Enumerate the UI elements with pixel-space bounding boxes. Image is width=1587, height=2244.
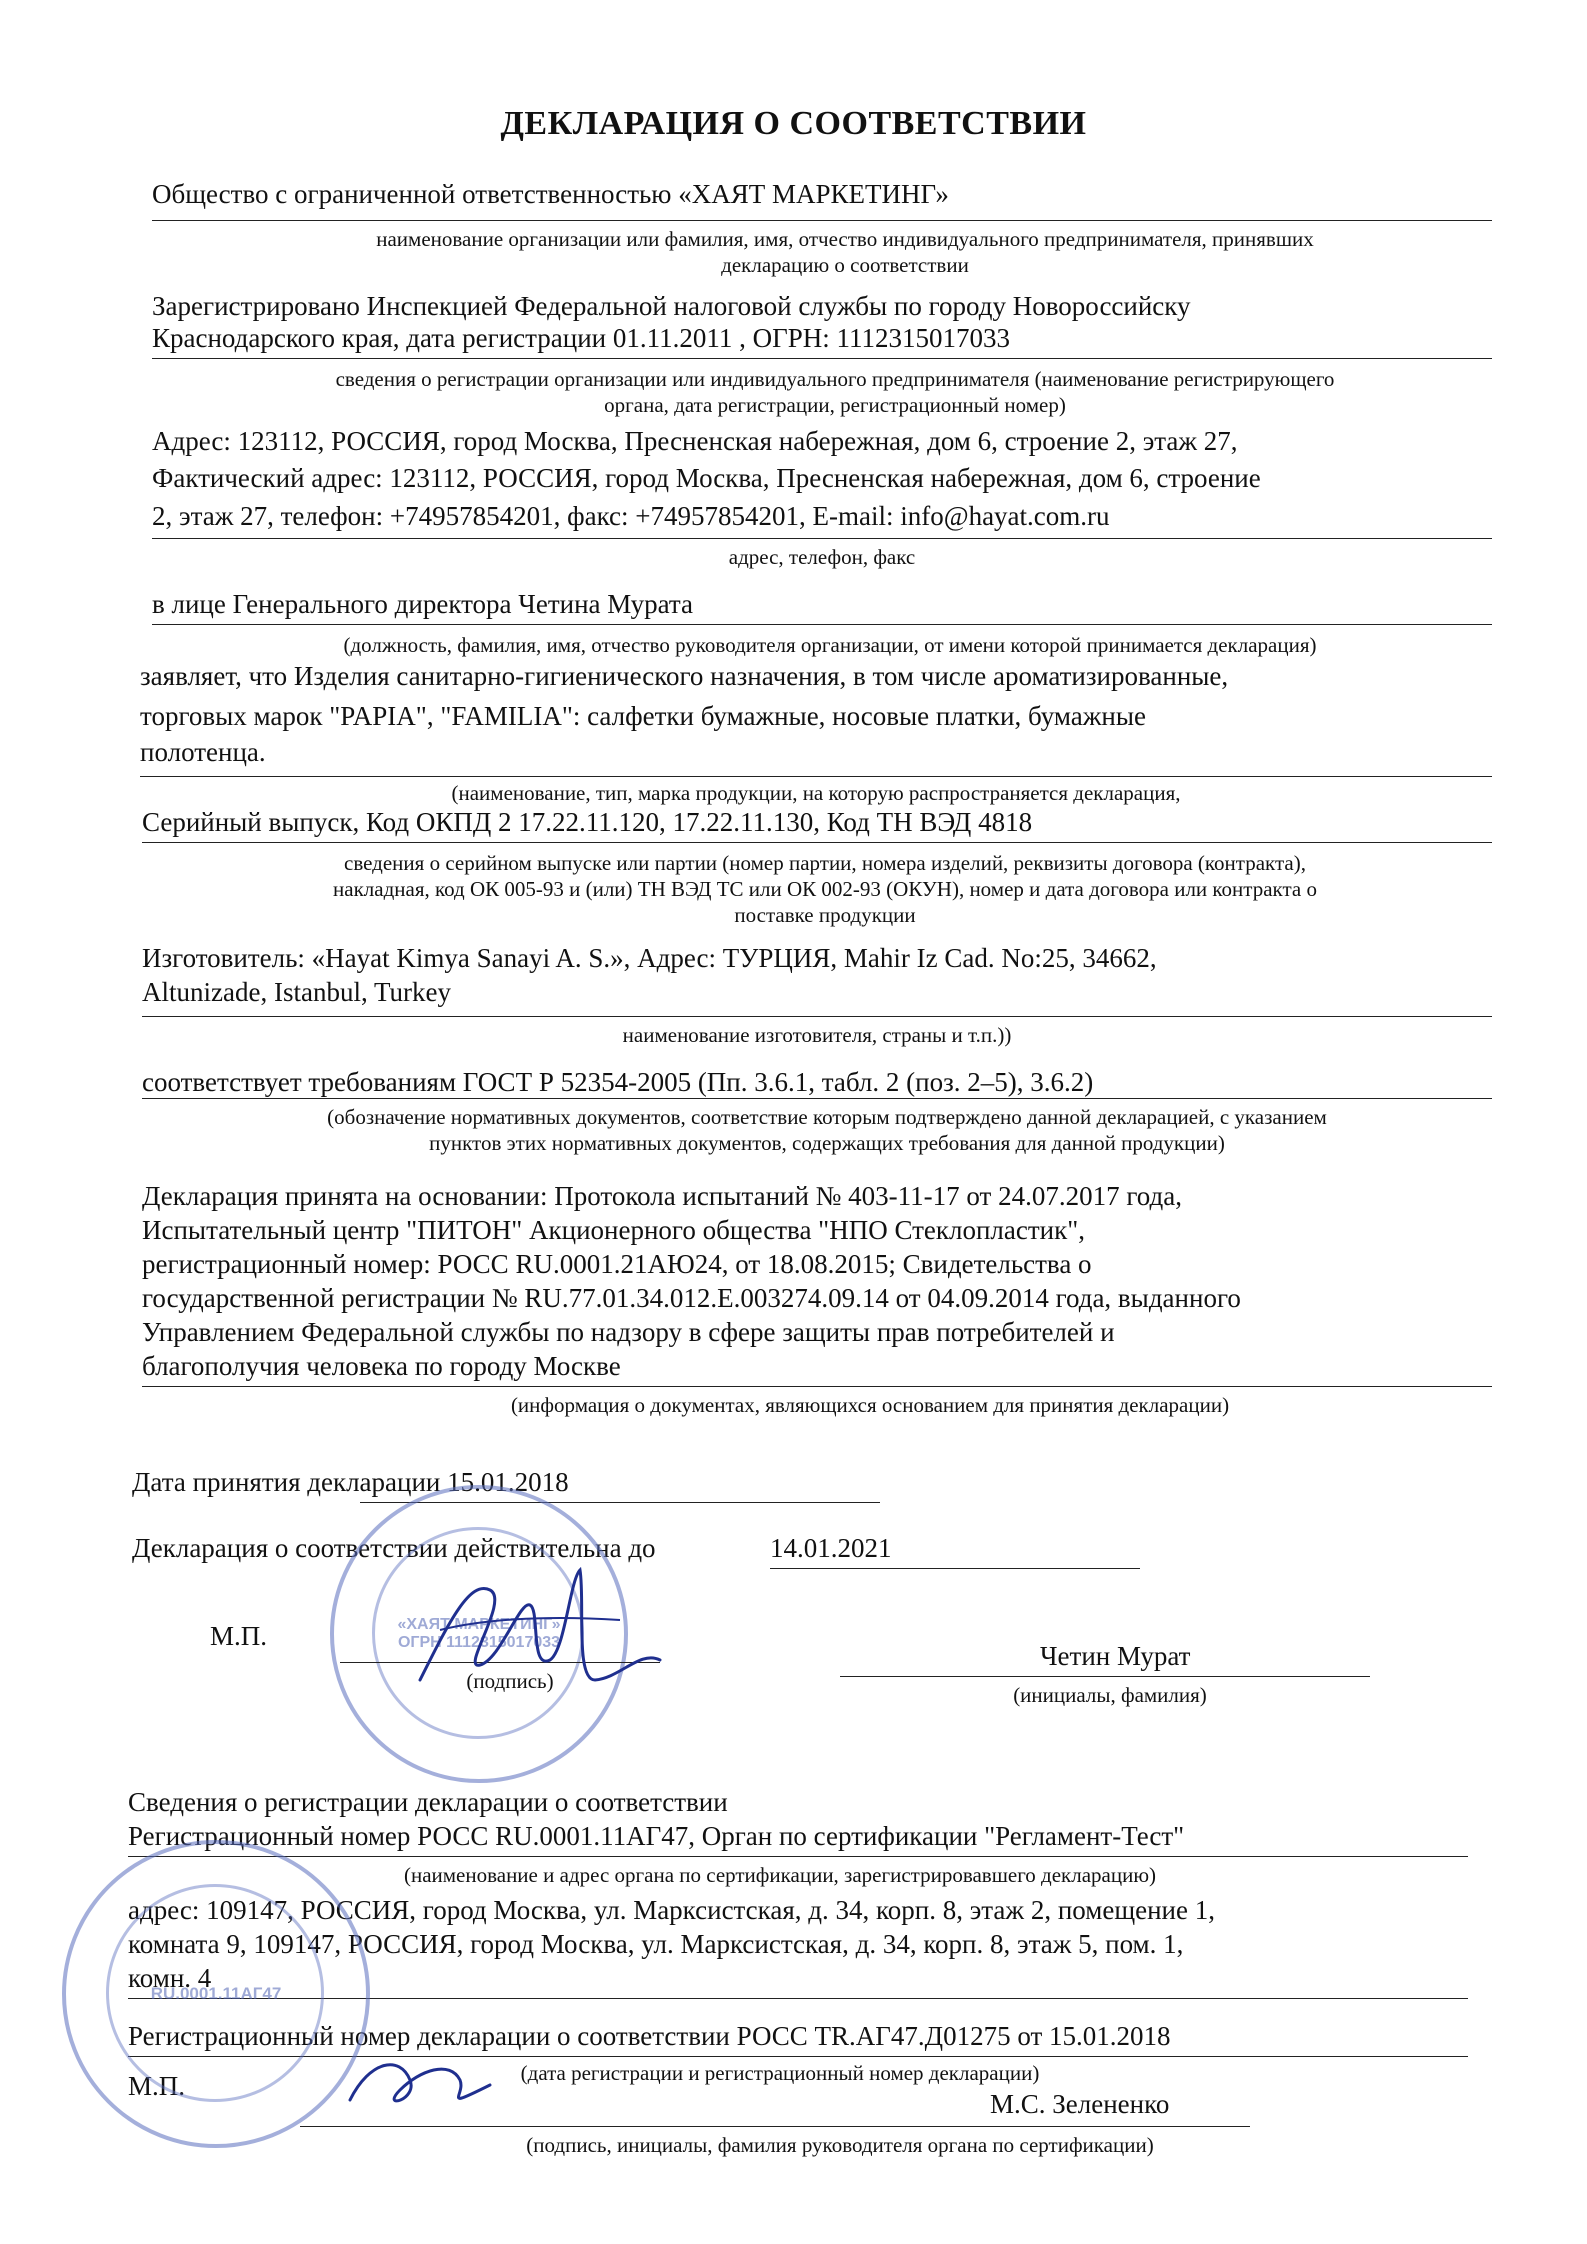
standard-caption-2: пунктов этих нормативных документов, содержащих требования для данной продукции) [429,1131,1225,1155]
manufacturer-line-2: Altunizade, Istanbul, Turkey [142,977,451,1007]
rule-basis [142,1386,1492,1387]
org-caption-1: наименование организации или фамилия, имя, отчество индивидуального предпринимателя, принявших [376,227,1314,251]
manufacturer-line-1: Изготовитель: «Hayat Kimya Sanayi A. S.», Адрес: ТУРЦИЯ, Mahir Iz Cad. No:25, 34662, [142,943,1157,973]
product-caption: (наименование, тип, марка продукции, на которую распространяется декларация, [451,781,1181,805]
org-caption-2: декларацию о соответствии [721,253,969,277]
serial-caption-3: поставке продукции [734,903,916,927]
date-accepted: Дата принятия декларации 15.01.2018 [132,1467,569,1497]
product-line-2: торговых марок "PAPIA", "FAMILIA": салфетки бумажные, носовые платки, бумажные [140,701,1146,731]
cert-heading: Сведения о регистрации декларации о соответствии [128,1787,728,1817]
product-line-3: полотенца. [140,737,266,767]
serial-caption-2: накладная, код ОК 005-93 и (или) ТН ВЭД ТС или ОК 002-93 (ОКУН), номер и дата договора или контракта о [333,877,1317,901]
valid-until-date: 14.01.2021 [770,1533,892,1563]
basis-line-5: Управлением Федеральной службы по надзору в сфере защиты прав потребителей и [142,1317,1115,1347]
registration-caption-1: сведения о регистрации организации или индивидуального предпринимателя (наименование регистрирующего [335,367,1335,391]
cert-head-name: М.С. Зелененко [990,2089,1170,2119]
cert-seal-text: RU.0001.11АГ47 [150,1984,282,2003]
product-line-1: заявляет, что Изделия санитарно-гигиенического назначения, в том числе ароматизированные, [140,661,1229,691]
cert-caption-2: (дата регистрации и регистрационный номер декларации) [520,2061,1040,2085]
address-line-2: Фактический адрес: 123112, РОССИЯ, город Москва, Пресненская набережная, дом 6, строение [152,463,1261,493]
standard-caption-1: (обозначение нормативных документов, соответствие которым подтверждено данной декларацией, с указанием [327,1105,1327,1129]
org-name: Общество с ограниченной ответственностью «ХАЯТ МАРКЕТИНГ» [152,179,949,209]
signature-caption: (подпись) [466,1669,554,1693]
basis-line-3: регистрационный номер: РОСС RU.0001.21АЮ24, от 18.08.2015; Свидетельства о [142,1249,1092,1279]
basis-line-4: государственной регистрации № RU.77.01.34.012.Е.003274.09.14 от 04.09.2014 года, выданного [142,1283,1241,1313]
company-seal-text: «ХАЯТ МАРКЕТИНГ» ОГРН 1112315017033 [397,1616,561,1651]
signer-name: Четин Мурат [1040,1641,1191,1671]
cert-address-2: комната 9, 109147, РОССИЯ, город Москва, ул. Марксистская, д. 34, корп. 8, этаж 5, пом. 1, [128,1929,1184,1959]
basis-line-6: благополучия человека по городу Москве [142,1351,621,1381]
cert-address-3: комн. 4 [128,1963,212,1993]
person-caption: (должность, фамилия, имя, отчество руководителя организации, от имени которой принимается декларация) [343,633,1317,657]
serial-caption-1: сведения о серийном выпуске или партии (номер партии, номера изделий, реквизиты договора (контракта), [344,851,1306,875]
signer-name-caption: (инициалы, фамилия) [1013,1683,1207,1707]
person-line: в лице Генерального директора Четина Мурата [152,589,693,619]
standard-line: соответствует требованиям ГОСТ Р 52354-2005 (Пп. 3.6.1, табл. 2 (поз. 2–5), 3.6.2) [142,1067,1094,1097]
rule-manufacturer [142,1016,1492,1017]
registration-line-1: Зарегистрировано Инспекцией Федеральной налоговой службы по городу Новороссийску [152,291,1191,321]
document-title: ДЕКЛАРАЦИЯ О СООТВЕТСТВИИ [500,105,1087,142]
certification-seal [62,1840,370,2148]
rule-org [152,220,1492,221]
serial-line: Серийный выпуск, Код ОКПД 2 17.22.11.120, 17.22.11.130, Код ТН ВЭД 4818 [142,807,1033,837]
rule-person [152,624,1492,625]
rule-address [152,538,1492,539]
rule-valid-until [770,1568,1140,1569]
rule-cert-1 [128,1856,1468,1857]
rule-product [140,776,1492,777]
registration-line-2: Краснодарского края, дата регистрации 01.11.2011 , ОГРН: 1112315017033 [152,323,1010,353]
basis-line-2: Испытательный центр "ПИТОН" Акционерного общества "НПО Стеклопластик", [142,1215,1085,1245]
basis-caption: (информация о документах, являющихся основанием для принятия декларации) [510,1393,1230,1417]
address-line-1: Адрес: 123112, РОССИЯ, город Москва, Пресненская набережная, дом 6, строение 2, этаж 27, [152,426,1238,456]
cert-mp-label: М.П. [128,2071,186,2101]
manufacturer-caption: наименование изготовителя, страны и т.п.)) [622,1023,1012,1047]
director-signature [380,1560,680,1710]
cert-regnum: Регистрационный номер декларации о соответствии РОСС TR.АГ47.Д01275 от 15.01.2018 [128,2021,1171,2051]
cert-caption-3: (подпись, инициалы, фамилия руководителя органа по сертификации) [526,2133,1154,2157]
registration-caption-2: органа, дата регистрации, регистрационный номер) [604,393,1066,417]
basis-line-1: Декларация принята на основании: Протокола испытаний № 403-11-17 от 24.07.2017 года, [142,1181,1182,1211]
rule-standard [142,1098,1492,1099]
cert-head-signature [340,2040,500,2130]
cert-caption-1: (наименование и адрес органа по сертификации, зарегистрировавшего декларацию) [403,1863,1157,1887]
valid-until-label: Декларация о соответствии действительна до [132,1533,656,1563]
address-caption: адрес, телефон, факс [728,545,916,569]
cert-line-1: Регистрационный номер РОСС RU.0001.11АГ47, Орган по сертификации "Регламент-Тест" [128,1821,1185,1851]
rule-registration [152,358,1492,359]
mp-label: М.П. [210,1621,268,1651]
address-line-3: 2, этаж 27, телефон: +74957854201, факс: +74957854201, E-mail: info@hayat.com.ru [152,501,1110,531]
rule-serial [142,842,1492,843]
cert-address-1: адрес: 109147, РОССИЯ, город Москва, ул. Марксистская, д. 34, корп. 8, этаж 2, помещение 1, [128,1895,1215,1925]
rule-signer-name [840,1676,1370,1677]
